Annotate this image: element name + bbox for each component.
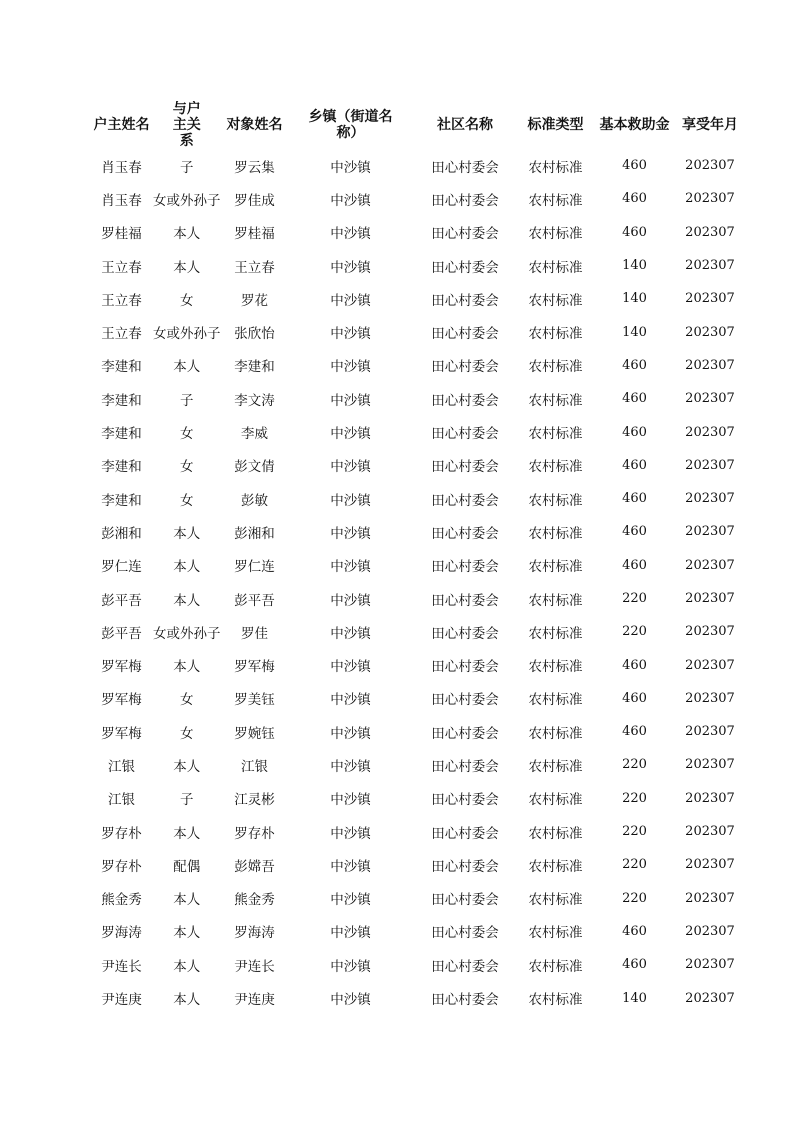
cell-relationship: 本人 xyxy=(173,592,201,609)
header-household-head: 户主姓名 xyxy=(93,117,150,133)
cell-recipient-name: 尹连长 xyxy=(234,958,275,975)
cell-household-head: 尹连长 xyxy=(101,958,142,975)
header-standard-type: 标准类型 xyxy=(527,117,584,133)
cell-basic-allowance: 460 xyxy=(622,690,647,706)
cell-relationship: 本人 xyxy=(173,659,201,676)
cell-household-head: 李建和 xyxy=(101,492,142,509)
cell-recipient-name: 罗花 xyxy=(241,292,268,309)
cell-town: 中沙镇 xyxy=(330,392,371,409)
cell-town: 中沙镇 xyxy=(330,625,371,642)
relief-roster-table xyxy=(90,101,745,1015)
table-row xyxy=(90,782,745,815)
cell-household-head: 罗存朴 xyxy=(101,858,142,875)
cell-relationship: 女或外孙子 xyxy=(153,625,221,642)
cell-basic-allowance: 220 xyxy=(622,890,647,906)
cell-town: 中沙镇 xyxy=(330,725,371,742)
cell-community: 田心村委会 xyxy=(431,659,499,676)
cell-standard-type: 农村标准 xyxy=(528,559,583,576)
cell-recipient-name: 李建和 xyxy=(234,359,275,376)
cell-relationship: 女 xyxy=(180,492,194,509)
cell-household-head: 王立春 xyxy=(101,259,142,276)
cell-household-head: 王立春 xyxy=(101,292,142,309)
cell-household-head: 李建和 xyxy=(101,359,142,376)
cell-benefit-month: 202307 xyxy=(685,391,735,407)
cell-standard-type: 农村标准 xyxy=(528,592,583,609)
cell-recipient-name: 张欣怡 xyxy=(234,326,275,343)
cell-basic-allowance: 460 xyxy=(622,424,647,440)
cell-basic-allowance: 220 xyxy=(622,790,647,806)
cell-standard-type: 农村标准 xyxy=(528,792,583,809)
cell-recipient-name: 罗婉钰 xyxy=(234,725,275,742)
cell-recipient-name: 江灵彬 xyxy=(234,792,275,809)
cell-recipient-name: 尹连庚 xyxy=(234,992,275,1009)
table-row xyxy=(90,682,745,715)
cell-benefit-month: 202307 xyxy=(685,258,735,274)
header-benefit-month: 享受年月 xyxy=(682,117,738,133)
cell-town: 中沙镇 xyxy=(330,592,371,609)
cell-benefit-month: 202307 xyxy=(685,757,735,773)
cell-community: 田心村委会 xyxy=(431,192,499,209)
cell-standard-type: 农村标准 xyxy=(528,459,583,476)
cell-basic-allowance: 220 xyxy=(622,591,647,606)
cell-community: 田心村委会 xyxy=(431,958,499,975)
cell-town: 中沙镇 xyxy=(330,925,371,942)
table-row xyxy=(90,216,745,249)
cell-basic-allowance: 220 xyxy=(622,624,647,640)
cell-town: 中沙镇 xyxy=(330,758,371,775)
cell-community: 田心村委会 xyxy=(431,725,499,742)
cell-town: 中沙镇 xyxy=(330,858,371,875)
cell-town: 中沙镇 xyxy=(330,459,371,476)
cell-community: 田心村委会 xyxy=(431,758,499,775)
cell-standard-type: 农村标准 xyxy=(528,625,583,642)
table-header-row xyxy=(90,101,745,149)
cell-standard-type: 农村标准 xyxy=(528,259,583,276)
cell-town: 中沙镇 xyxy=(330,192,371,209)
cell-benefit-month: 202307 xyxy=(685,824,735,840)
cell-town: 中沙镇 xyxy=(330,492,371,509)
cell-recipient-name: 罗佳 xyxy=(241,625,268,642)
cell-standard-type: 农村标准 xyxy=(528,825,583,842)
cell-recipient-name: 罗存朴 xyxy=(234,825,275,842)
cell-benefit-month: 202307 xyxy=(685,790,735,806)
cell-recipient-name: 罗佳成 xyxy=(234,192,275,209)
cell-household-head: 罗军梅 xyxy=(101,692,142,709)
cell-community: 田心村委会 xyxy=(431,392,499,409)
table-row xyxy=(90,715,745,748)
cell-basic-allowance: 460 xyxy=(622,158,647,174)
cell-community: 田心村委会 xyxy=(431,459,499,476)
cell-household-head: 彭湘和 xyxy=(101,525,142,542)
cell-basic-allowance: 460 xyxy=(622,491,647,507)
cell-relationship: 本人 xyxy=(173,359,201,376)
cell-community: 田心村委会 xyxy=(431,492,499,509)
cell-basic-allowance: 460 xyxy=(622,224,647,240)
cell-benefit-month: 202307 xyxy=(685,524,735,540)
cell-household-head: 肖玉春 xyxy=(101,192,142,209)
cell-standard-type: 农村标准 xyxy=(528,226,583,243)
cell-community: 田心村委会 xyxy=(431,559,499,576)
cell-recipient-name: 罗海涛 xyxy=(234,925,275,942)
cell-benefit-month: 202307 xyxy=(685,857,735,873)
cell-household-head: 江银 xyxy=(108,758,135,775)
table-row xyxy=(90,482,745,515)
cell-recipient-name: 李文涛 xyxy=(234,392,275,409)
cell-recipient-name: 彭敏 xyxy=(241,492,268,509)
cell-household-head: 罗桂福 xyxy=(101,226,142,243)
cell-recipient-name: 罗军梅 xyxy=(234,659,275,676)
table-row xyxy=(90,948,745,981)
cell-town: 中沙镇 xyxy=(330,426,371,443)
cell-household-head: 熊金秀 xyxy=(101,892,142,909)
cell-community: 田心村委会 xyxy=(431,259,499,276)
cell-benefit-month: 202307 xyxy=(685,291,735,307)
header-town: 乡镇（街道名称） xyxy=(308,109,393,141)
cell-recipient-name: 江银 xyxy=(241,758,268,775)
cell-basic-allowance: 460 xyxy=(622,657,647,673)
cell-relationship: 女 xyxy=(180,725,194,742)
cell-household-head: 李建和 xyxy=(101,459,142,476)
cell-town: 中沙镇 xyxy=(330,559,371,576)
cell-town: 中沙镇 xyxy=(330,525,371,542)
table-row xyxy=(90,382,745,415)
cell-community: 田心村委会 xyxy=(431,359,499,376)
cell-town: 中沙镇 xyxy=(330,292,371,309)
cell-standard-type: 农村标准 xyxy=(528,725,583,742)
cell-standard-type: 农村标准 xyxy=(528,159,583,176)
cell-standard-type: 农村标准 xyxy=(528,525,583,542)
cell-relationship: 配偶 xyxy=(173,858,201,875)
table-row xyxy=(90,549,745,582)
table-row xyxy=(90,815,745,848)
cell-basic-allowance: 460 xyxy=(622,524,647,540)
cell-relationship: 本人 xyxy=(173,226,201,243)
table-row xyxy=(90,449,745,482)
table-row xyxy=(90,981,745,1014)
cell-recipient-name: 罗云集 xyxy=(234,159,275,176)
cell-community: 田心村委会 xyxy=(431,292,499,309)
cell-community: 田心村委会 xyxy=(431,326,499,343)
cell-community: 田心村委会 xyxy=(431,226,499,243)
cell-relationship: 女 xyxy=(180,426,194,443)
cell-relationship: 女或外孙子 xyxy=(153,326,221,343)
cell-benefit-month: 202307 xyxy=(685,657,735,673)
cell-basic-allowance: 460 xyxy=(622,457,647,473)
cell-household-head: 彭平吾 xyxy=(101,592,142,609)
cell-household-head: 罗军梅 xyxy=(101,725,142,742)
cell-relationship: 本人 xyxy=(173,525,201,542)
cell-basic-allowance: 220 xyxy=(622,757,647,773)
table-row xyxy=(90,648,745,681)
cell-standard-type: 农村标准 xyxy=(528,692,583,709)
cell-benefit-month: 202307 xyxy=(685,990,735,1006)
cell-standard-type: 农村标准 xyxy=(528,426,583,443)
cell-town: 中沙镇 xyxy=(330,159,371,176)
table-row xyxy=(90,515,745,548)
cell-basic-allowance: 460 xyxy=(622,191,647,207)
cell-basic-allowance: 460 xyxy=(622,557,647,573)
cell-recipient-name: 罗美钰 xyxy=(234,692,275,709)
cell-household-head: 罗仁连 xyxy=(101,559,142,576)
cell-standard-type: 农村标准 xyxy=(528,392,583,409)
cell-basic-allowance: 460 xyxy=(622,357,647,373)
cell-household-head: 彭平吾 xyxy=(101,625,142,642)
cell-standard-type: 农村标准 xyxy=(528,359,583,376)
cell-community: 田心村委会 xyxy=(431,692,499,709)
cell-benefit-month: 202307 xyxy=(685,957,735,973)
cell-community: 田心村委会 xyxy=(431,792,499,809)
cell-basic-allowance: 140 xyxy=(622,324,647,340)
table-row xyxy=(90,615,745,648)
cell-town: 中沙镇 xyxy=(330,259,371,276)
cell-basic-allowance: 460 xyxy=(622,957,647,973)
cell-benefit-month: 202307 xyxy=(685,724,735,740)
cell-benefit-month: 202307 xyxy=(685,624,735,640)
cell-community: 田心村委会 xyxy=(431,159,499,176)
cell-benefit-month: 202307 xyxy=(685,158,735,174)
cell-town: 中沙镇 xyxy=(330,825,371,842)
header-basic-allowance: 基本救助金 xyxy=(599,117,670,133)
cell-benefit-month: 202307 xyxy=(685,191,735,207)
cell-community: 田心村委会 xyxy=(431,625,499,642)
table-row xyxy=(90,249,745,282)
cell-basic-allowance: 220 xyxy=(622,857,647,873)
cell-household-head: 李建和 xyxy=(101,392,142,409)
header-relationship: 与户主关系 xyxy=(172,101,201,149)
cell-recipient-name: 彭平吾 xyxy=(234,592,275,609)
cell-town: 中沙镇 xyxy=(330,692,371,709)
cell-community: 田心村委会 xyxy=(431,992,499,1009)
cell-community: 田心村委会 xyxy=(431,858,499,875)
cell-basic-allowance: 140 xyxy=(622,258,647,274)
cell-recipient-name: 罗仁连 xyxy=(234,559,275,576)
header-recipient-name: 对象姓名 xyxy=(226,117,283,133)
table-row xyxy=(90,882,745,915)
cell-benefit-month: 202307 xyxy=(685,424,735,440)
cell-household-head: 罗存朴 xyxy=(101,825,142,842)
cell-benefit-month: 202307 xyxy=(685,591,735,606)
table-row xyxy=(90,848,745,881)
cell-household-head: 李建和 xyxy=(101,426,142,443)
table-row xyxy=(90,582,745,615)
cell-recipient-name: 李威 xyxy=(241,426,268,443)
cell-household-head: 罗军梅 xyxy=(101,659,142,676)
cell-benefit-month: 202307 xyxy=(685,491,735,507)
cell-basic-allowance: 220 xyxy=(622,824,647,840)
cell-standard-type: 农村标准 xyxy=(528,858,583,875)
cell-relationship: 本人 xyxy=(173,259,201,276)
cell-town: 中沙镇 xyxy=(330,992,371,1009)
cell-community: 田心村委会 xyxy=(431,825,499,842)
cell-benefit-month: 202307 xyxy=(685,923,735,939)
table-row xyxy=(90,915,745,948)
cell-household-head: 罗海涛 xyxy=(101,925,142,942)
relief-roster-sheet xyxy=(90,101,745,1015)
cell-household-head: 江银 xyxy=(108,792,135,809)
cell-relationship: 本人 xyxy=(173,925,201,942)
table-row xyxy=(90,415,745,448)
table-row xyxy=(90,349,745,382)
cell-relationship: 本人 xyxy=(173,992,201,1009)
cell-relationship: 女或外孙子 xyxy=(153,192,221,209)
cell-benefit-month: 202307 xyxy=(685,457,735,473)
cell-recipient-name: 彭湘和 xyxy=(234,525,275,542)
table-row xyxy=(90,315,745,348)
cell-standard-type: 农村标准 xyxy=(528,659,583,676)
cell-basic-allowance: 460 xyxy=(622,923,647,939)
cell-relationship: 女 xyxy=(180,692,194,709)
cell-town: 中沙镇 xyxy=(330,958,371,975)
cell-basic-allowance: 460 xyxy=(622,724,647,740)
cell-household-head: 肖玉春 xyxy=(101,159,142,176)
cell-relationship: 本人 xyxy=(173,892,201,909)
cell-standard-type: 农村标准 xyxy=(528,992,583,1009)
cell-town: 中沙镇 xyxy=(330,892,371,909)
cell-relationship: 子 xyxy=(180,392,194,409)
cell-standard-type: 农村标准 xyxy=(528,758,583,775)
cell-town: 中沙镇 xyxy=(330,659,371,676)
cell-benefit-month: 202307 xyxy=(685,224,735,240)
cell-relationship: 本人 xyxy=(173,758,201,775)
cell-community: 田心村委会 xyxy=(431,925,499,942)
cell-relationship: 子 xyxy=(180,792,194,809)
cell-relationship: 本人 xyxy=(173,958,201,975)
cell-recipient-name: 彭嫦吾 xyxy=(234,858,275,875)
cell-household-head: 王立春 xyxy=(101,326,142,343)
cell-standard-type: 农村标准 xyxy=(528,292,583,309)
cell-standard-type: 农村标准 xyxy=(528,326,583,343)
cell-benefit-month: 202307 xyxy=(685,890,735,906)
cell-household-head: 尹连庚 xyxy=(101,992,142,1009)
cell-basic-allowance: 140 xyxy=(622,990,647,1006)
cell-standard-type: 农村标准 xyxy=(528,892,583,909)
cell-community: 田心村委会 xyxy=(431,525,499,542)
table-row xyxy=(90,748,745,781)
cell-basic-allowance: 140 xyxy=(622,291,647,307)
cell-standard-type: 农村标准 xyxy=(528,192,583,209)
cell-town: 中沙镇 xyxy=(330,326,371,343)
cell-standard-type: 农村标准 xyxy=(528,492,583,509)
cell-benefit-month: 202307 xyxy=(685,357,735,373)
cell-relationship: 子 xyxy=(180,159,194,176)
cell-relationship: 女 xyxy=(180,292,194,309)
cell-relationship: 本人 xyxy=(173,825,201,842)
cell-recipient-name: 罗桂福 xyxy=(234,226,275,243)
cell-benefit-month: 202307 xyxy=(685,557,735,573)
table-row xyxy=(90,282,745,315)
cell-standard-type: 农村标准 xyxy=(528,958,583,975)
table-row xyxy=(90,182,745,215)
cell-town: 中沙镇 xyxy=(330,226,371,243)
cell-standard-type: 农村标准 xyxy=(528,925,583,942)
cell-community: 田心村委会 xyxy=(431,592,499,609)
header-community: 社区名称 xyxy=(437,117,493,133)
table-row xyxy=(90,149,745,182)
cell-community: 田心村委会 xyxy=(431,426,499,443)
cell-benefit-month: 202307 xyxy=(685,324,735,340)
cell-benefit-month: 202307 xyxy=(685,690,735,706)
cell-relationship: 女 xyxy=(180,459,194,476)
cell-recipient-name: 熊金秀 xyxy=(234,892,275,909)
cell-town: 中沙镇 xyxy=(330,792,371,809)
cell-recipient-name: 王立春 xyxy=(234,259,275,276)
cell-town: 中沙镇 xyxy=(330,359,371,376)
cell-recipient-name: 彭文倩 xyxy=(234,459,275,476)
cell-community: 田心村委会 xyxy=(431,892,499,909)
cell-basic-allowance: 460 xyxy=(622,391,647,407)
cell-relationship: 本人 xyxy=(173,559,201,576)
